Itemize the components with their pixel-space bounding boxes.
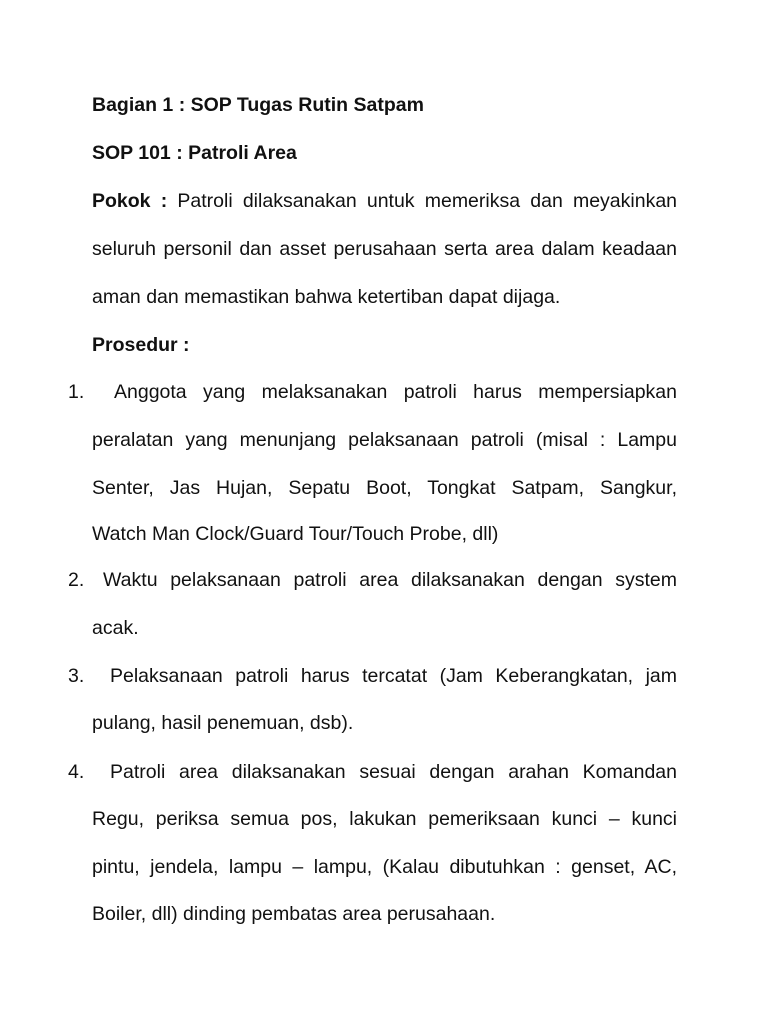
item-line: Anggota yang melaksanakan patroli harus mempersiapkan (114, 381, 677, 403)
item-number: 2. (68, 569, 85, 591)
item-line: Waktu pelaksanaan patroli area dilaksanakan dengan system (103, 569, 677, 591)
pokok-label: Pokok : (92, 190, 168, 212)
pokok-line: seluruh personil dan asset perusahaan serta area dalam keadaan (92, 238, 677, 260)
item-number: 3. (68, 665, 85, 687)
item-line: Boiler, dll) dinding pembatas area perusahaan. (92, 903, 496, 925)
pokok-line: aman dan memastikan bahwa ketertiban dapat dijaga. (92, 286, 561, 308)
pokok-text: Patroli dilaksanakan untuk memeriksa dan meyakinkan (177, 190, 678, 212)
item-line: peralatan yang menunjang pelaksanaan patroli (misal : Lampu (92, 429, 677, 451)
item-line: Senter, Jas Hujan, Sepatu Boot, Tongkat Satpam, Sangkur, (92, 477, 677, 499)
item-number: 1. (68, 381, 85, 403)
sop-title: SOP 101 : Patroli Area (92, 142, 297, 164)
item-number: 4. (68, 761, 85, 783)
section-heading: Bagian 1 : SOP Tugas Rutin Satpam (92, 94, 424, 116)
item-line: Regu, periksa semua pos, lakukan pemeriksaan kunci – kunci (92, 808, 677, 830)
item-line: Patroli area dilaksanakan sesuai dengan arahan Komandan (110, 761, 677, 783)
item-line: pintu, jendela, lampu – lampu, (Kalau dibutuhkan : genset, AC, (92, 856, 677, 878)
pokok-line (92, 189, 677, 213)
item-line: Pelaksanaan patroli harus tercatat (Jam Keberangkatan, jam (110, 665, 677, 687)
item-line: pulang, hasil penemuan, dsb). (92, 712, 354, 734)
item-line: Watch Man Clock/Guard Tour/Touch Probe, dll) (92, 523, 499, 545)
item-line: acak. (92, 617, 139, 639)
prosedur-label: Prosedur : (92, 334, 190, 356)
